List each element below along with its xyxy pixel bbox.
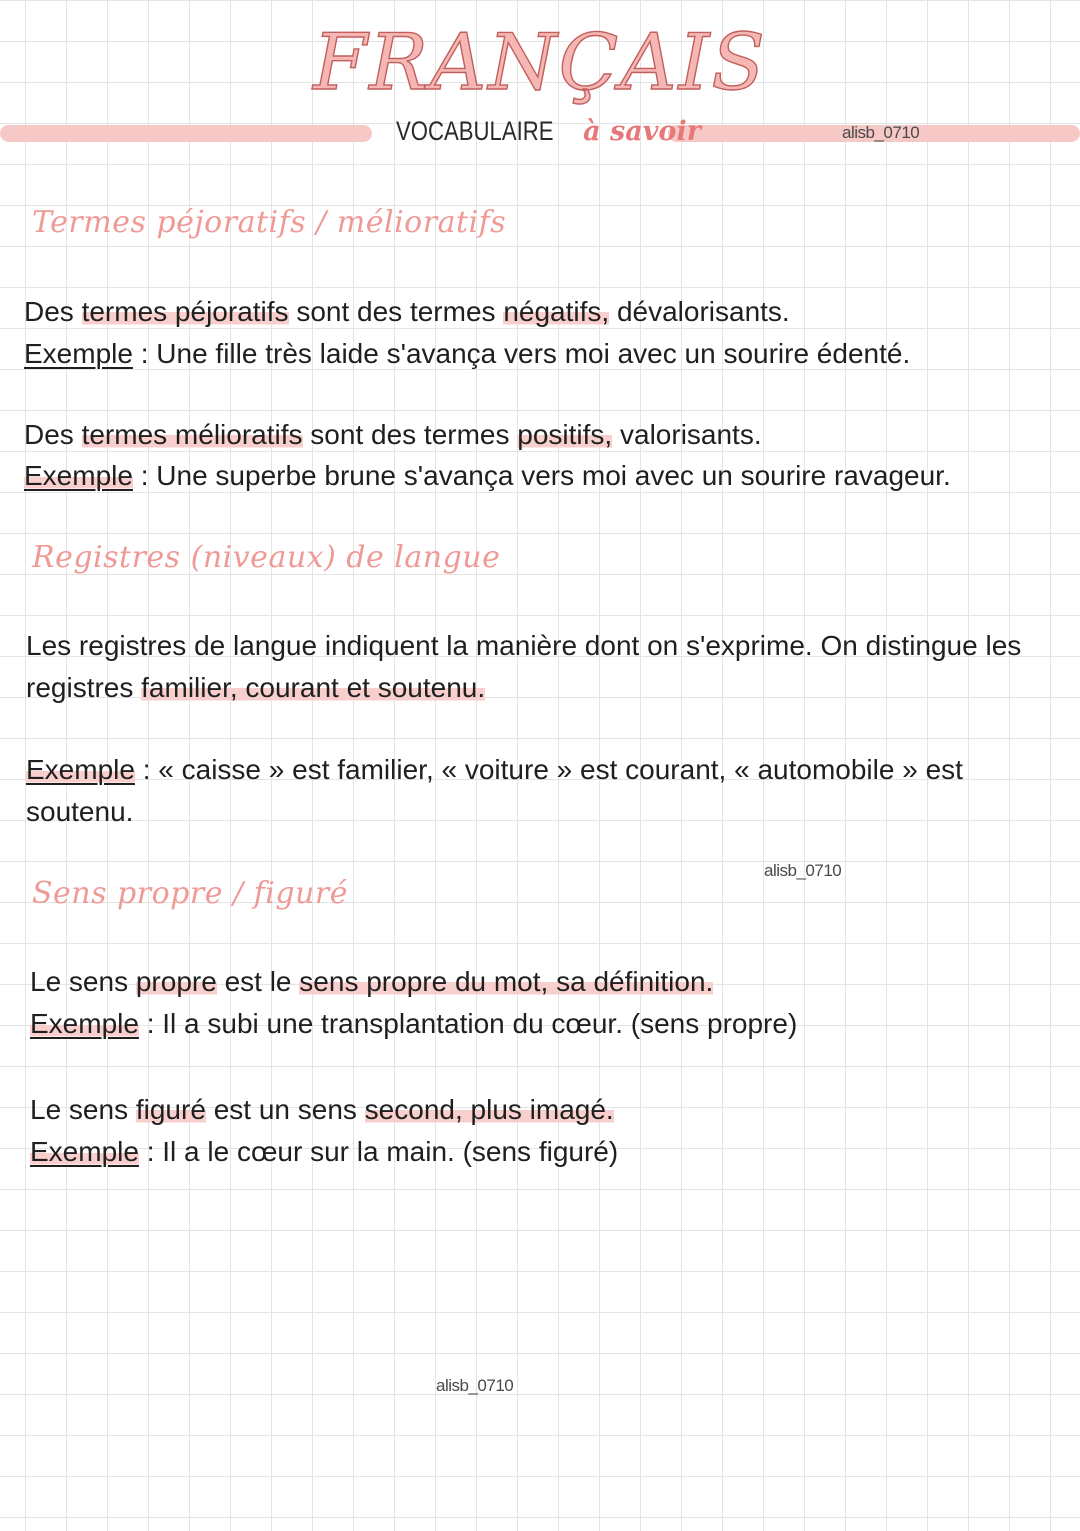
- subtitle-accent: à savoir: [583, 116, 701, 147]
- highlight: second, plus imagé.: [364, 1094, 614, 1125]
- example-text: : « caisse » est familier, « voiture » est courant, « automobile » est: [142, 754, 963, 785]
- example-sens-figure: [30, 1136, 618, 1168]
- header-band-left: [0, 125, 372, 142]
- example-label: Exemple: [24, 460, 133, 491]
- text: sont des termes: [310, 419, 510, 450]
- example-label: Exemple: [30, 1008, 139, 1039]
- header-subtitle: [396, 116, 701, 147]
- section-heading-termes: Termes péjoratifs / mélioratifs: [32, 205, 507, 240]
- example-label: Exemple: [26, 754, 135, 785]
- example-label: Exemple: [24, 338, 133, 369]
- example-sens-propre: [30, 1008, 797, 1040]
- highlight: propre: [135, 966, 217, 997]
- example-text: : Une superbe brune s'avança vers moi avec un sourire ravageur.: [140, 460, 951, 491]
- section-heading-registres: Registres (niveaux) de langue: [32, 540, 501, 575]
- example-registres: [26, 754, 963, 786]
- highlight: familier, courant et soutenu.: [141, 672, 486, 703]
- example-label: Exemple: [30, 1136, 139, 1167]
- watermark-header: alisb_0710: [842, 123, 920, 142]
- example-text: : Il a subi une transplantation du cœur. (sens propre): [146, 1008, 798, 1039]
- text: dévalorisants.: [616, 296, 790, 327]
- highlight: figuré: [135, 1094, 206, 1125]
- example-text: : Une fille très laide s'avança vers moi avec un sourire édenté.: [140, 338, 911, 369]
- highlight: positifs,: [517, 419, 613, 450]
- example-melioratifs: [24, 460, 951, 492]
- example-pejoratifs: [24, 338, 910, 370]
- highlight: termes mélioratifs: [81, 419, 303, 450]
- highlight: termes péjoratifs: [81, 296, 289, 327]
- highlight: négatifs,: [503, 296, 610, 327]
- watermark-footer: alisb_0710: [436, 1376, 514, 1395]
- text: valorisants.: [620, 419, 762, 450]
- subtitle-vocabulaire: VOCABULAIRE: [396, 116, 554, 146]
- paragraph-registres-line1: Les registres de langue indiquent la manière dont on s'exprime. On distingue les: [26, 630, 1022, 661]
- paragraph-registres-line2: [26, 672, 485, 704]
- paragraph-sens-propre: [30, 966, 713, 998]
- text: sont des termes: [296, 296, 496, 327]
- text: est un sens: [213, 1094, 357, 1125]
- text: Le sens: [30, 966, 129, 997]
- section-heading-sens: Sens propre / figuré: [32, 876, 348, 911]
- paragraph-pejoratifs: [24, 296, 790, 328]
- text: est le: [224, 966, 292, 997]
- watermark-middle: alisb_0710: [764, 861, 842, 880]
- example-registres-cont: soutenu.: [26, 796, 134, 827]
- example-text: : Il a le cœur sur la main. (sens figuré): [146, 1136, 619, 1167]
- text: registres: [26, 672, 134, 703]
- paragraph-melioratifs: [24, 419, 762, 451]
- text: Des: [24, 296, 74, 327]
- text: Le sens: [30, 1094, 129, 1125]
- page-title: FRANÇAIS: [313, 18, 767, 108]
- highlight: sens propre du mot, sa définition.: [299, 966, 714, 997]
- paragraph-sens-figure: [30, 1094, 614, 1126]
- text: Des: [24, 419, 74, 450]
